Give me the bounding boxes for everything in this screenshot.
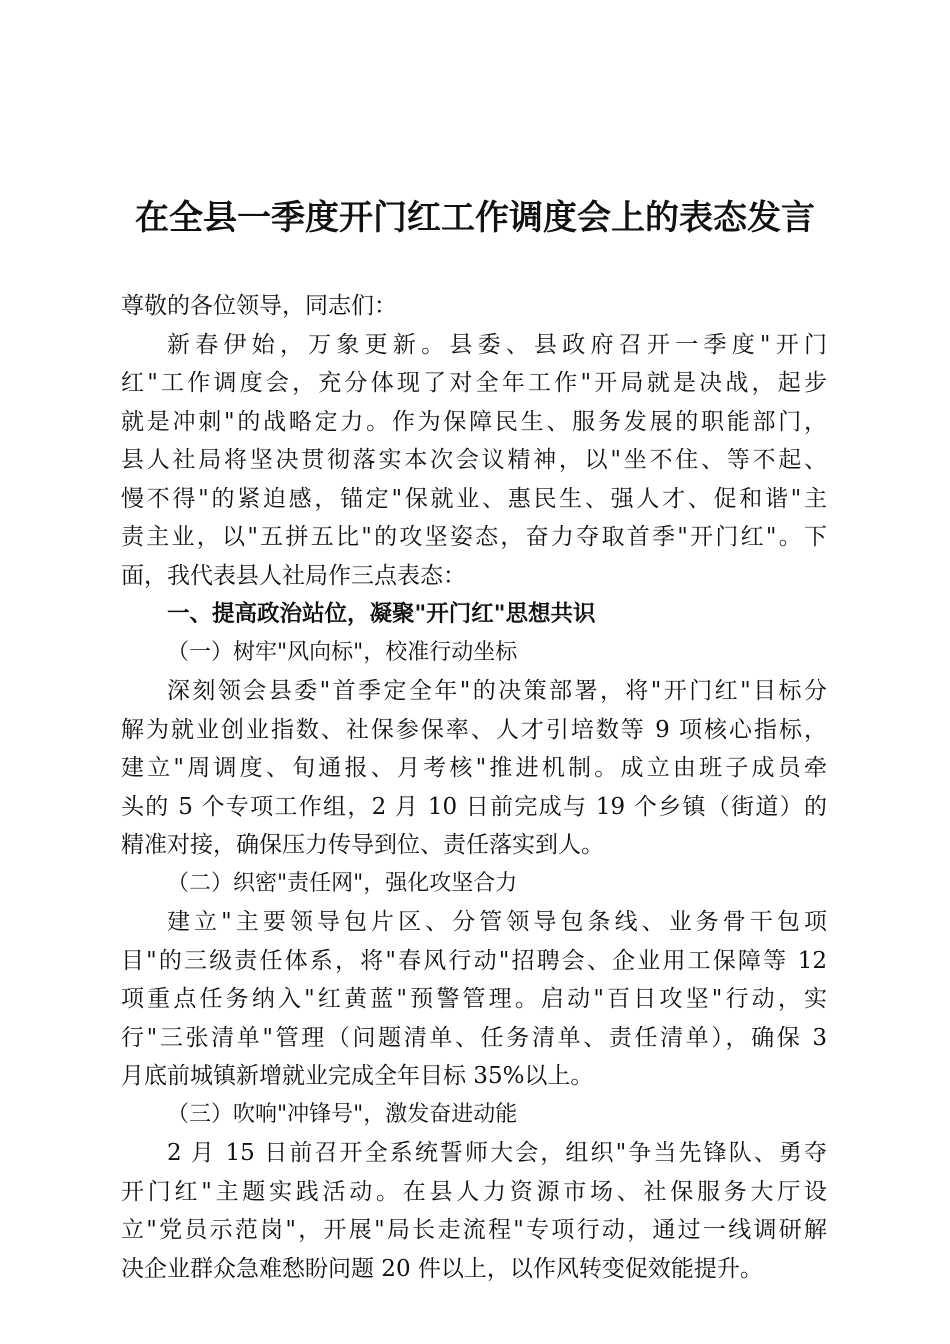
subsection-paragraph-2	[121, 903, 827, 1096]
intro-paragraph	[121, 326, 827, 596]
paragraph-line: 面，我代表县人社局作三点表态：	[121, 562, 466, 589]
salutation: 尊敬的各位领导，同志们：	[121, 293, 397, 319]
subsection-paragraph-3	[121, 1134, 827, 1288]
paragraph-line: 目"的三级责任体系，将"春风行动"招聘会、企业用工保障等 12	[121, 947, 827, 974]
subsection-paragraph-1	[121, 672, 827, 865]
paragraph-line: 责主业，以"五拼五比"的攻坚姿态，奋力夺取首季"开门红"。下	[121, 524, 827, 550]
paragraph-line: 开门红"主题实践活动。在县人力资源市场、社保服务大厅设	[121, 1178, 827, 1205]
paragraph-line: 项重点任务纳入"红黄蓝"预警管理。启动"百日攻坚"行动，实	[121, 986, 827, 1012]
document-title: 在全县一季度开门红工作调度会上的表态发言	[135, 198, 815, 238]
paragraph-line: 建立"主要领导包片区、分管领导包条线、业务骨干包项	[167, 909, 827, 935]
paragraph-line: 月底前城镇新增就业完成全年目标 35%以上。	[121, 1063, 594, 1089]
paragraph-line: 慢不得"的紧迫感，锚定"保就业、惠民生、强人才、促和谐"主	[121, 485, 827, 512]
paragraph-line: 立"党员示范岗"，开展"局长走流程"专项行动，通过一线调研解	[121, 1217, 827, 1243]
paragraph-line: 建立"周调度、旬通报、月考核"推进机制。成立由班子成员牵	[121, 755, 827, 781]
paragraph-line: 精准对接，确保压力传导到位、责任落实到人。	[121, 832, 604, 858]
paragraph-line: 就是冲刺"的战略定力。作为保障民生、服务发展的职能部门，	[121, 408, 827, 435]
subsection-heading-2: （二）织密"责任网"，强化攻坚合力	[167, 870, 518, 896]
paragraph-line: 深刻领会县委"首季定全年"的决策部署，将"开门红"目标分	[167, 678, 827, 704]
paragraph-line: 头的 5 个专项工作组，2 月 10 日前完成与 19 个乡镇（街道）的	[121, 793, 827, 820]
paragraph-line: 行"三张清单"管理（问题清单、任务清单、责任清单），确保 3	[121, 1024, 827, 1051]
paragraph-line: 新春伊始，万象更新。县委、县政府召开一季度"开门	[167, 331, 827, 358]
subsection-heading-3: （三）吹响"冲锋号"，激发奋进动能	[167, 1101, 518, 1127]
paragraph-line: 红"工作调度会，充分体现了对全年工作"开局就是决战，起步	[121, 370, 827, 396]
section-heading-1: 一、提高政治站位，凝聚"开门红"思想共识	[167, 601, 596, 627]
paragraph-line: 2 月 15 日前召开全系统誓师大会，组织"争当先锋队、勇夺	[167, 1140, 827, 1166]
paragraph-line: 解为就业创业指数、社保参保率、人才引培数等 9 项核心指标，	[121, 716, 827, 743]
paragraph-line: 决企业群众急难愁盼问题 20 件以上，以作风转变促效能提升。	[121, 1255, 763, 1282]
paragraph-line: 县人社局将坚决贯彻落实本次会议精神，以"坐不住、等不起、	[121, 447, 827, 473]
document-body	[121, 287, 827, 1288]
subsection-heading-1: （一）树牢"风向标"，校准行动坐标	[167, 639, 518, 665]
